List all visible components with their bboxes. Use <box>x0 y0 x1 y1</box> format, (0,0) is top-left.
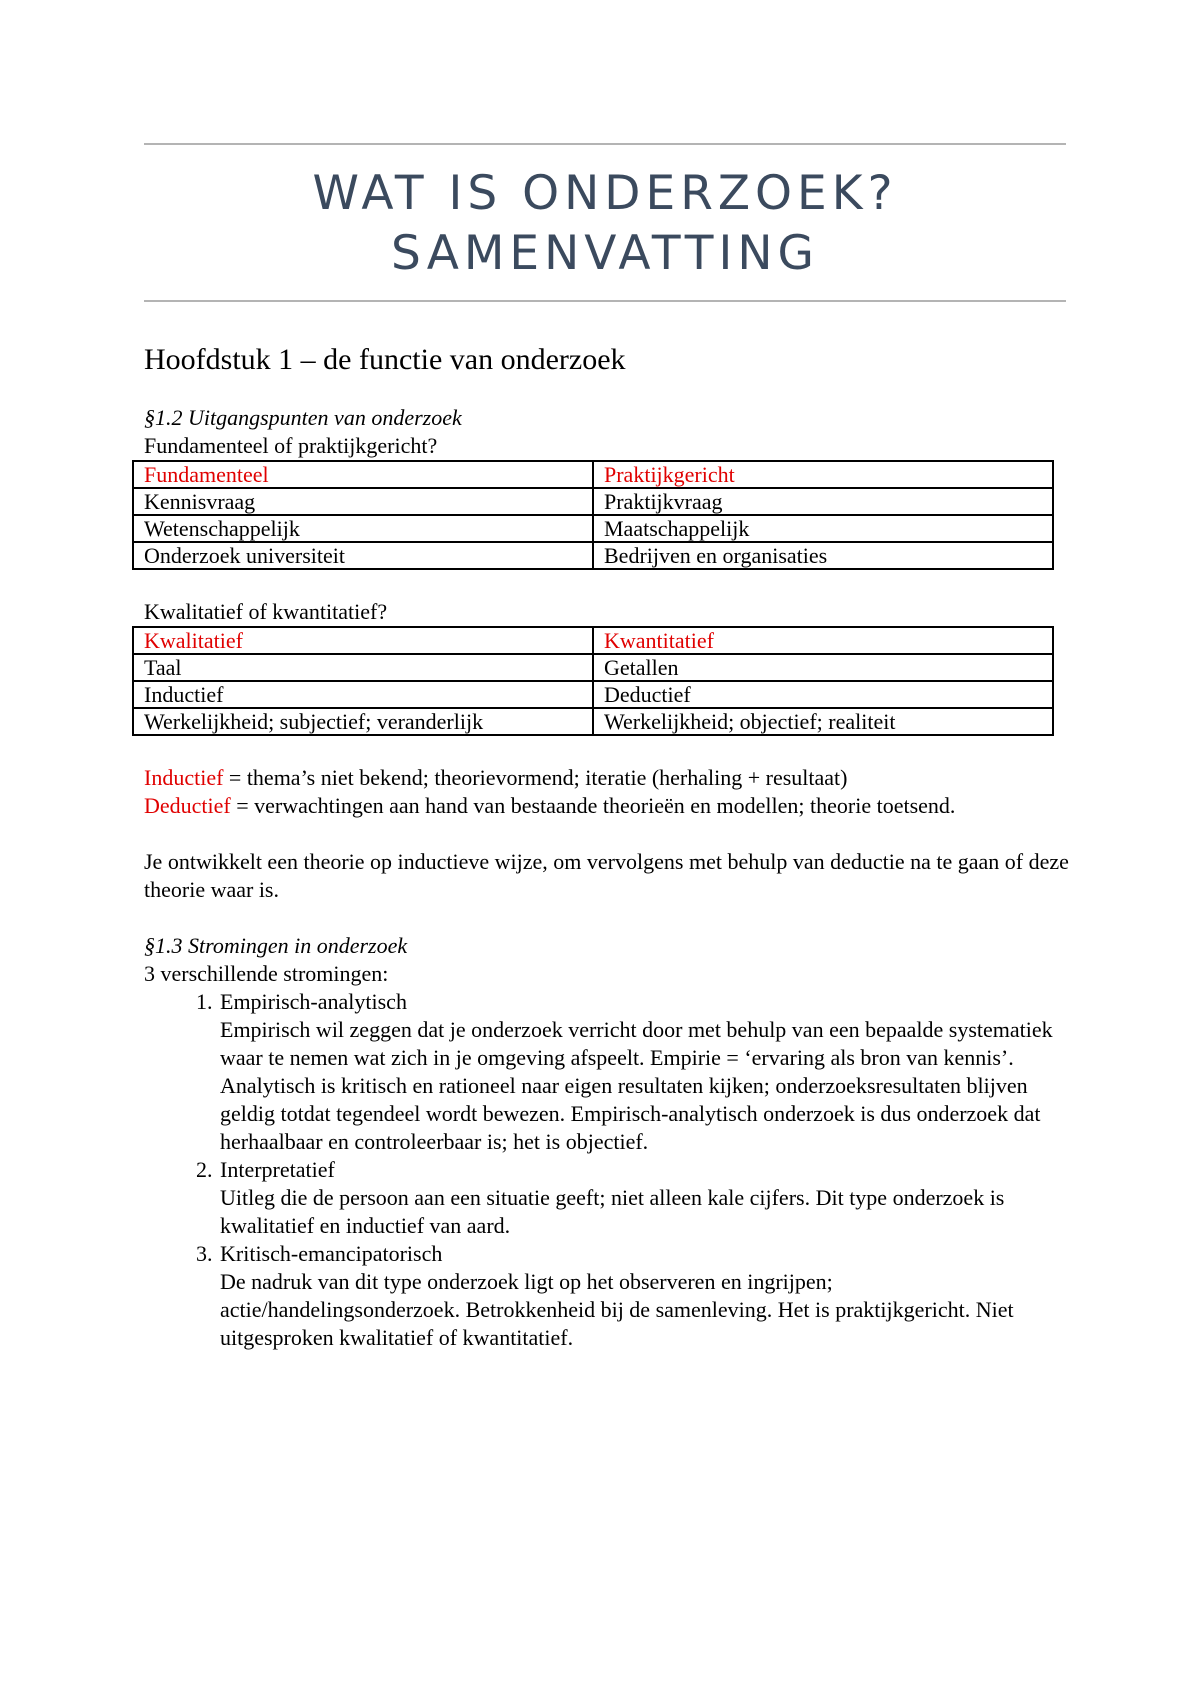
definition-text: = verwachtingen aan hand van bestaande theorieën en modellen; theorie toetsend. <box>230 793 956 818</box>
table-cell: Deductief <box>593 681 1053 708</box>
list-item <box>218 1240 1074 1352</box>
table-header-cell: Kwantitatief <box>593 627 1053 654</box>
definition-text: = thema’s niet bekend; theorievormend; iteratie (herhaling + resultaat) <box>223 765 848 790</box>
list-item-title: 1. Empirisch-analytisch <box>220 989 407 1014</box>
list-item <box>218 988 1074 1156</box>
question-fundamenteel: Fundamenteel of praktijkgericht? <box>144 433 438 458</box>
table-fundamenteel-praktijk <box>132 460 1054 570</box>
title-top-rule <box>144 143 1066 145</box>
paragraph-theorie: Je ontwikkelt een theorie op inductieve wijze, om vervolgens met behulp van deductie na te gaan of deze theorie waar is. <box>144 849 1069 902</box>
title-line-1: WAT IS ONDERZOEK? <box>312 166 898 221</box>
title-line-2: SAMENVATTING <box>391 226 819 281</box>
list-item-text: Empirisch wil zeggen dat je onderzoek verricht door met behulp van een bepaalde systematiek waar te nemen wat zich in je omgeving afspeelt. Empirie = ‘ervaring als bron van kennis’. Analytisch is kritisch en rationeel naar eigen resultaten kijken; onderzoeksresultaten blijven geldig totdat tegendeel wordt bewezen. Empirisch-analytisch onderzoek is dus onderzoek dat herhaalbaar en controleerbaar is; het is objectief. <box>220 1017 1053 1154</box>
table-row <box>133 681 1053 708</box>
table-cell: Wetenschappelijk <box>133 515 593 542</box>
table-kwalitatief-kwantitatief <box>132 626 1054 736</box>
section-1-2-heading: §1.2 Uitgangspunten van onderzoek <box>144 405 462 430</box>
table-cell: Onderzoek universiteit <box>133 542 593 569</box>
table-row <box>133 708 1053 735</box>
list-item-text: De nadruk van dit type onderzoek ligt op het observeren en ingrijpen; actie/handelingsonderzoek. Betrokkenheid bij de samenleving. Het is praktijkgericht. Niet uitgesproken kwalitatief of kwantitatief. <box>220 1269 1014 1350</box>
table-header-cell: Fundamenteel <box>133 461 593 488</box>
section-1-3-heading: §1.3 Stromingen in onderzoek <box>144 933 408 958</box>
document-body <box>144 340 1074 1352</box>
definition-term: Inductief <box>144 765 224 790</box>
list-item-text: Uitleg die de persoon aan een situatie geeft; niet alleen kale cijfers. Dit type onderzoek is kwalitatief en inductief van aard. <box>220 1185 1005 1238</box>
table-row <box>133 488 1053 515</box>
definition-term: Deductief <box>144 793 231 818</box>
table-header-cell: Kwalitatief <box>133 627 593 654</box>
table-cell: Werkelijkheid; objectief; realiteit <box>593 708 1053 735</box>
definition-inductief <box>144 764 1074 792</box>
list-item-title: 2. Interpretatief <box>220 1157 335 1182</box>
table-cell: Werkelijkheid; subjectief; veranderlijk <box>133 708 593 735</box>
table-cell: Kennisvraag <box>133 488 593 515</box>
table-header-row <box>133 627 1053 654</box>
stromingen-list <box>144 988 1074 1352</box>
table-row <box>133 654 1053 681</box>
table-cell: Getallen <box>593 654 1053 681</box>
title-bottom-rule <box>144 300 1066 302</box>
stromingen-intro: 3 verschillende stromingen: <box>144 961 389 986</box>
table-header-row <box>133 461 1053 488</box>
table-row <box>133 515 1053 542</box>
definition-deductief <box>144 792 1074 820</box>
list-item <box>218 1156 1074 1240</box>
table-header-cell: Praktijkgericht <box>593 461 1053 488</box>
table-cell: Maatschappelijk <box>593 515 1053 542</box>
question-kwalitatief: Kwalitatief of kwantitatief? <box>144 599 388 624</box>
chapter-heading: Hoofdstuk 1 – de functie van onderzoek <box>144 343 626 376</box>
list-item-title: 3. Kritisch-emancipatorisch <box>220 1241 443 1266</box>
table-cell: Praktijkvraag <box>593 488 1053 515</box>
document-title <box>144 164 1066 284</box>
table-cell: Inductief <box>133 681 593 708</box>
table-row <box>133 542 1053 569</box>
table-cell: Taal <box>133 654 593 681</box>
table-cell: Bedrijven en organisaties <box>593 542 1053 569</box>
